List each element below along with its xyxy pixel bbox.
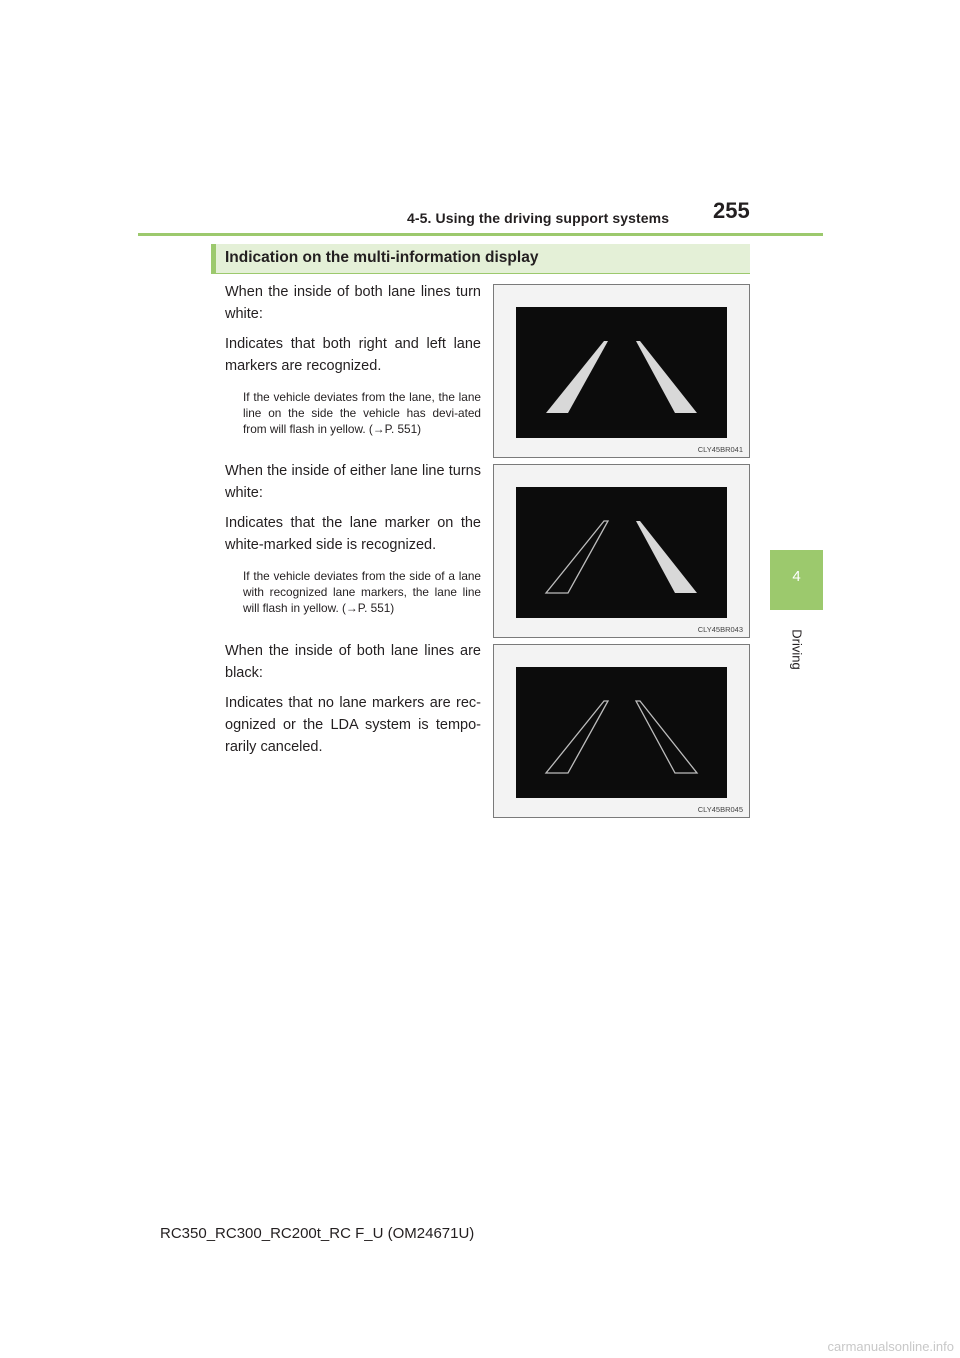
page-header [0, 196, 960, 236]
figure-code: CLY45BR045 [697, 805, 743, 814]
chapter-tab [770, 550, 823, 610]
figure-either-white [493, 464, 750, 638]
entry-condition: When the inside of either lane line turns white: [225, 463, 481, 501]
left-lane-line [546, 341, 608, 413]
chapter-label-text: Driving [789, 629, 805, 670]
chapter-label [789, 620, 805, 680]
display-screen [516, 487, 727, 618]
right-lane-outline [636, 701, 697, 773]
right-lane-line [636, 521, 697, 593]
entry-description: Indicates that both right and left lane markers are recognized. [225, 336, 481, 374]
figure-code: CLY45BR041 [697, 445, 743, 454]
entry-description: Indicates that the lane marker on the white-marked side is recognized. [225, 515, 481, 553]
watermark: carmanualsonline.info [827, 1339, 954, 1354]
figure-both-white [493, 284, 750, 458]
display-screen [516, 307, 727, 438]
chapter-number: 4 [792, 568, 801, 585]
header-rule [138, 233, 823, 236]
section-title: 4-5. Using the driving support systems [407, 210, 670, 226]
display-screen [516, 667, 727, 798]
left-lane-outline [546, 701, 608, 773]
figure-both-black [493, 644, 750, 818]
entry-note: If the vehicle deviates from the lane, the lane line on the side the vehicle has devi-ated from will flash in yellow. (→P. 551) [243, 390, 481, 436]
entry-condition: When the inside of both lane lines are black: [225, 643, 481, 681]
entry-note: If the vehicle deviates from the side of a lane with recognized lane markers, the lane line will flash in yellow. (→P. 551) [243, 569, 481, 615]
figure-code: CLY45BR043 [697, 625, 743, 634]
entry-either-white [225, 460, 481, 616]
page-number: 255 [713, 198, 750, 223]
entry-both-white [225, 281, 481, 437]
section-heading-text: Indication on the multi-information display [225, 249, 539, 266]
manual-code: RC350_RC300_RC200t_RC F_U (OM24671U) [160, 1225, 475, 1242]
entry-both-black [225, 640, 481, 758]
section-heading [211, 244, 750, 274]
entry-condition: When the inside of both lane lines turn white: [225, 284, 481, 322]
right-lane-line [636, 341, 697, 413]
left-lane-outline [546, 521, 608, 593]
entry-description: Indicates that no lane markers are rec-ognized or the LDA system is tempo-rarily canceled. [225, 695, 481, 755]
